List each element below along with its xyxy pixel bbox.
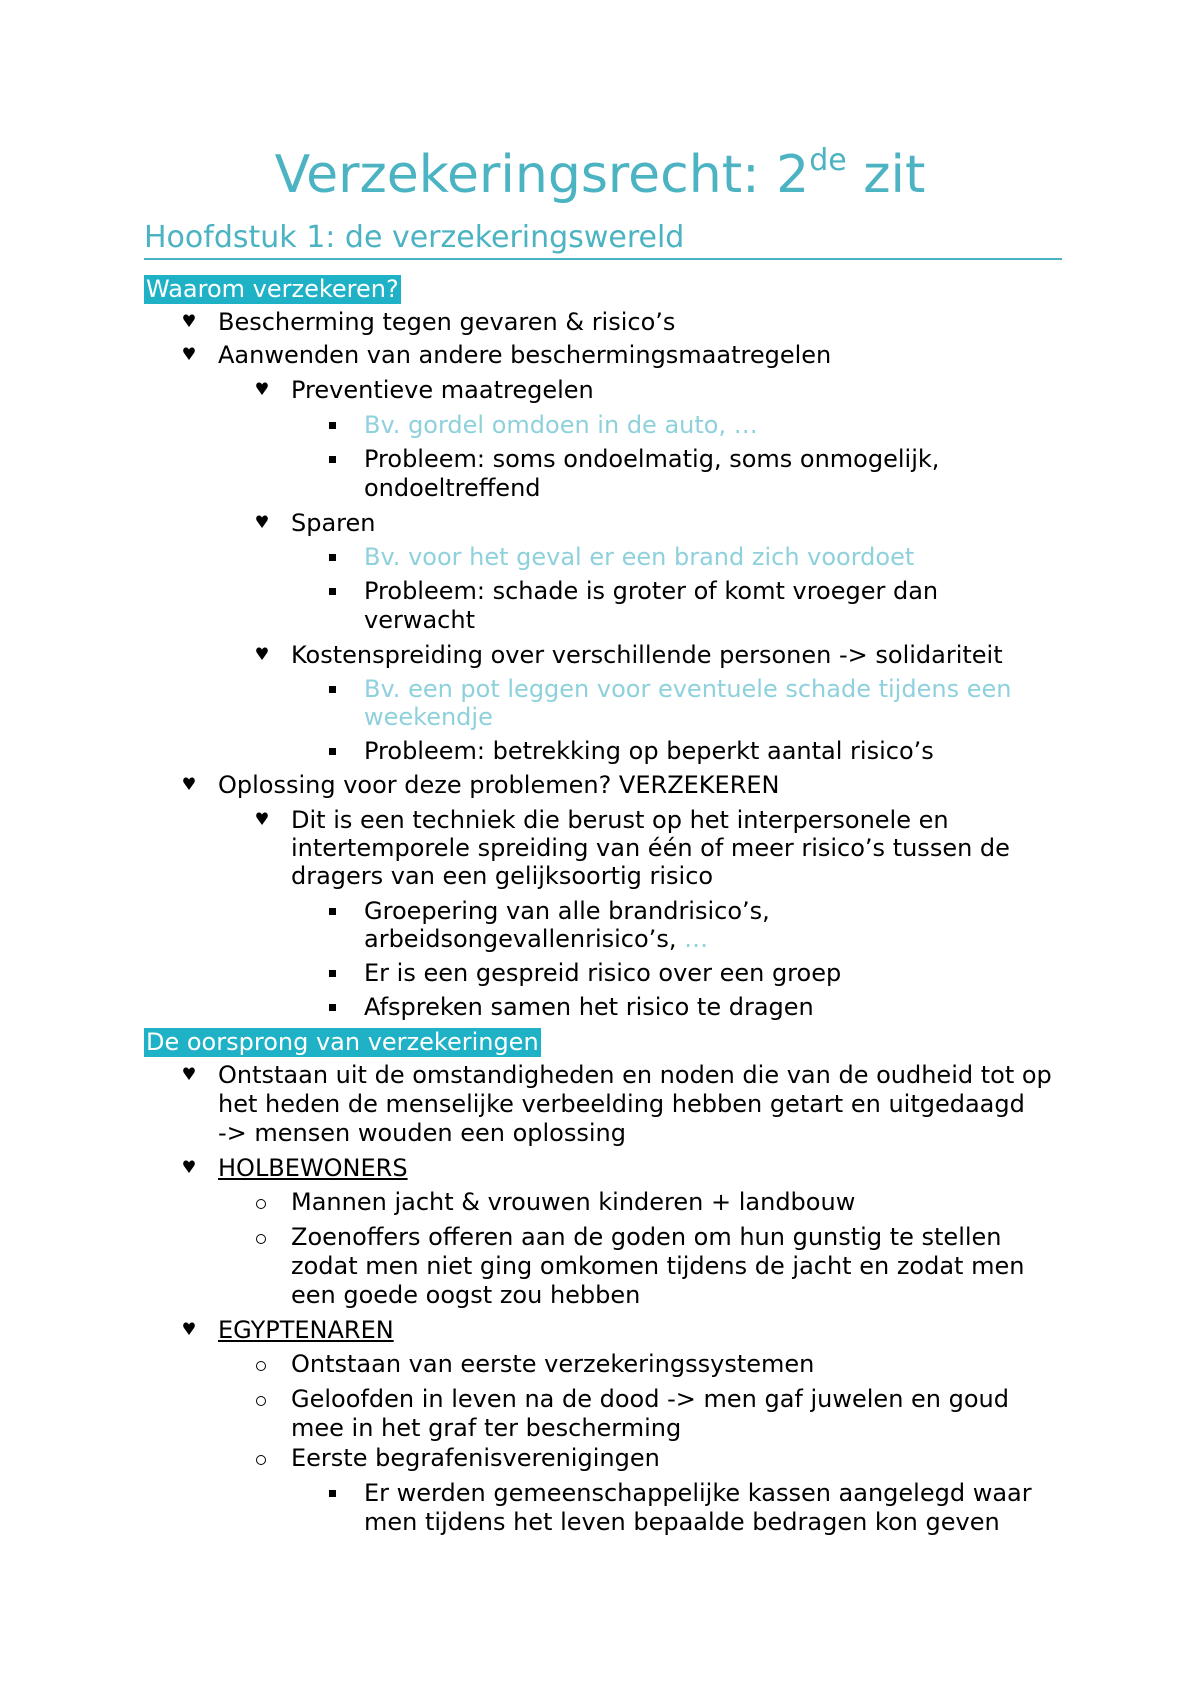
list-item: Kostenspreiding over verschillende personen -> solidariteit <box>291 641 1003 669</box>
list-item: Probleem: betrekking op beperkt aantal risico’s <box>364 737 934 765</box>
circle-bullet-icon <box>256 1199 266 1209</box>
square-bullet-icon <box>329 456 336 463</box>
list-item-continuation: mee in het graf ter bescherming <box>291 1414 682 1442</box>
list-item-continuation: verwacht <box>364 606 475 634</box>
list-item-continuation: een goede oogst zou hebben <box>291 1281 641 1309</box>
list-item-continuation: dragers van een gelijksoortig risico <box>291 862 714 890</box>
example-item: Bv. voor het geval er een brand zich voordoet <box>364 543 915 571</box>
circle-bullet-icon <box>256 1455 266 1465</box>
list-item: Afspreken samen het risico te dragen <box>364 993 814 1021</box>
list-item-continuation: men tijdens het leven bepaalde bedragen kon geven <box>364 1508 1000 1536</box>
heart-bullet-icon <box>256 515 268 529</box>
example-item: Bv. een pot leggen voor eventuele schade tijdens een <box>364 675 1012 703</box>
list-item-continuation <box>364 925 708 954</box>
document-title <box>0 140 1200 210</box>
list-item: Ontstaan van eerste verzekeringssystemen <box>291 1350 815 1378</box>
list-item: Er werden gemeenschappelijke kassen aangelegd waar <box>364 1479 1032 1507</box>
list-item-text: arbeidsongevallenrisico’s, <box>364 925 685 953</box>
square-bullet-icon <box>329 686 336 693</box>
chapter-heading: Hoofdstuk 1: de verzekeringswereld <box>144 218 1062 260</box>
square-bullet-icon <box>329 554 336 561</box>
list-item: Groepering van alle brandrisico’s, <box>364 897 770 925</box>
heart-bullet-icon <box>256 382 268 396</box>
square-bullet-icon <box>329 422 336 429</box>
list-item: Probleem: schade is groter of komt vroeger dan <box>364 577 939 605</box>
list-item: Geloofden in leven na de dood -> men gaf juwelen en goud <box>291 1385 1009 1413</box>
list-item: Mannen jacht & vrouwen kinderen + landbouw <box>291 1188 856 1216</box>
list-item: Probleem: soms ondoelmatig, soms onmogelijk, <box>364 445 940 473</box>
title-main: Verzekeringsrecht: 2 <box>274 145 810 205</box>
heart-bullet-icon <box>256 812 268 826</box>
list-item: Aanwenden van andere beschermingsmaatregelen <box>218 341 832 369</box>
circle-bullet-icon <box>256 1361 266 1371</box>
list-item-continuation: ondoeltreffend <box>364 474 541 502</box>
square-bullet-icon <box>329 1490 336 1497</box>
square-bullet-icon <box>329 908 336 915</box>
title-superscript: de <box>809 143 847 178</box>
heart-bullet-icon <box>256 647 268 661</box>
square-bullet-icon <box>329 1004 336 1011</box>
title-end: zit <box>846 145 926 205</box>
list-item: Dit is een techniek die berust op het interpersonele en <box>291 806 949 834</box>
section-heading-waarom: Waarom verzekeren? <box>146 275 399 303</box>
example-item-continuation: weekendje <box>364 703 493 731</box>
list-item-underlined: EGYPTENAREN <box>218 1316 394 1344</box>
heart-bullet-icon <box>183 1160 195 1174</box>
heart-bullet-icon <box>183 777 195 791</box>
list-item: Zoenoffers offeren aan de goden om hun gunstig te stellen <box>291 1223 1002 1251</box>
heart-bullet-icon <box>183 347 195 361</box>
list-item-continuation: -> mensen wouden een oplossing <box>218 1119 626 1147</box>
list-item: Oplossing voor deze problemen? VERZEKEREN <box>218 771 780 799</box>
list-item-continuation: intertemporele spreiding van één of meer risico’s tussen de <box>291 834 1010 862</box>
list-item: Ontstaan uit de omstandigheden en noden die van de oudheid tot op <box>218 1061 1052 1089</box>
square-bullet-icon <box>329 748 336 755</box>
list-item: Bescherming tegen gevaren & risico’s <box>218 308 676 336</box>
circle-bullet-icon <box>256 1234 266 1244</box>
square-bullet-icon <box>329 588 336 595</box>
list-item: Sparen <box>291 509 376 537</box>
list-item: Preventieve maatregelen <box>291 376 594 404</box>
list-item-underlined: HOLBEWONERS <box>218 1154 408 1182</box>
circle-bullet-icon <box>256 1396 266 1406</box>
section-heading-oorsprong: De oorsprong van verzekeringen <box>146 1028 539 1056</box>
heart-bullet-icon <box>183 1067 195 1081</box>
heart-bullet-icon <box>183 1322 195 1336</box>
list-item-continuation: het heden de menselijke verbeelding hebben getart en uitgedaagd <box>218 1090 1025 1118</box>
heart-bullet-icon <box>183 314 195 328</box>
example-item: Bv. gordel omdoen in de auto, … <box>364 411 758 439</box>
ellipsis-text: … <box>684 925 709 953</box>
list-item: Eerste begrafenisverenigingen <box>291 1444 660 1472</box>
square-bullet-icon <box>329 970 336 977</box>
list-item: Er is een gespreid risico over een groep <box>364 959 842 987</box>
list-item-continuation: zodat men niet ging omkomen tijdens de jacht en zodat men <box>291 1252 1025 1280</box>
